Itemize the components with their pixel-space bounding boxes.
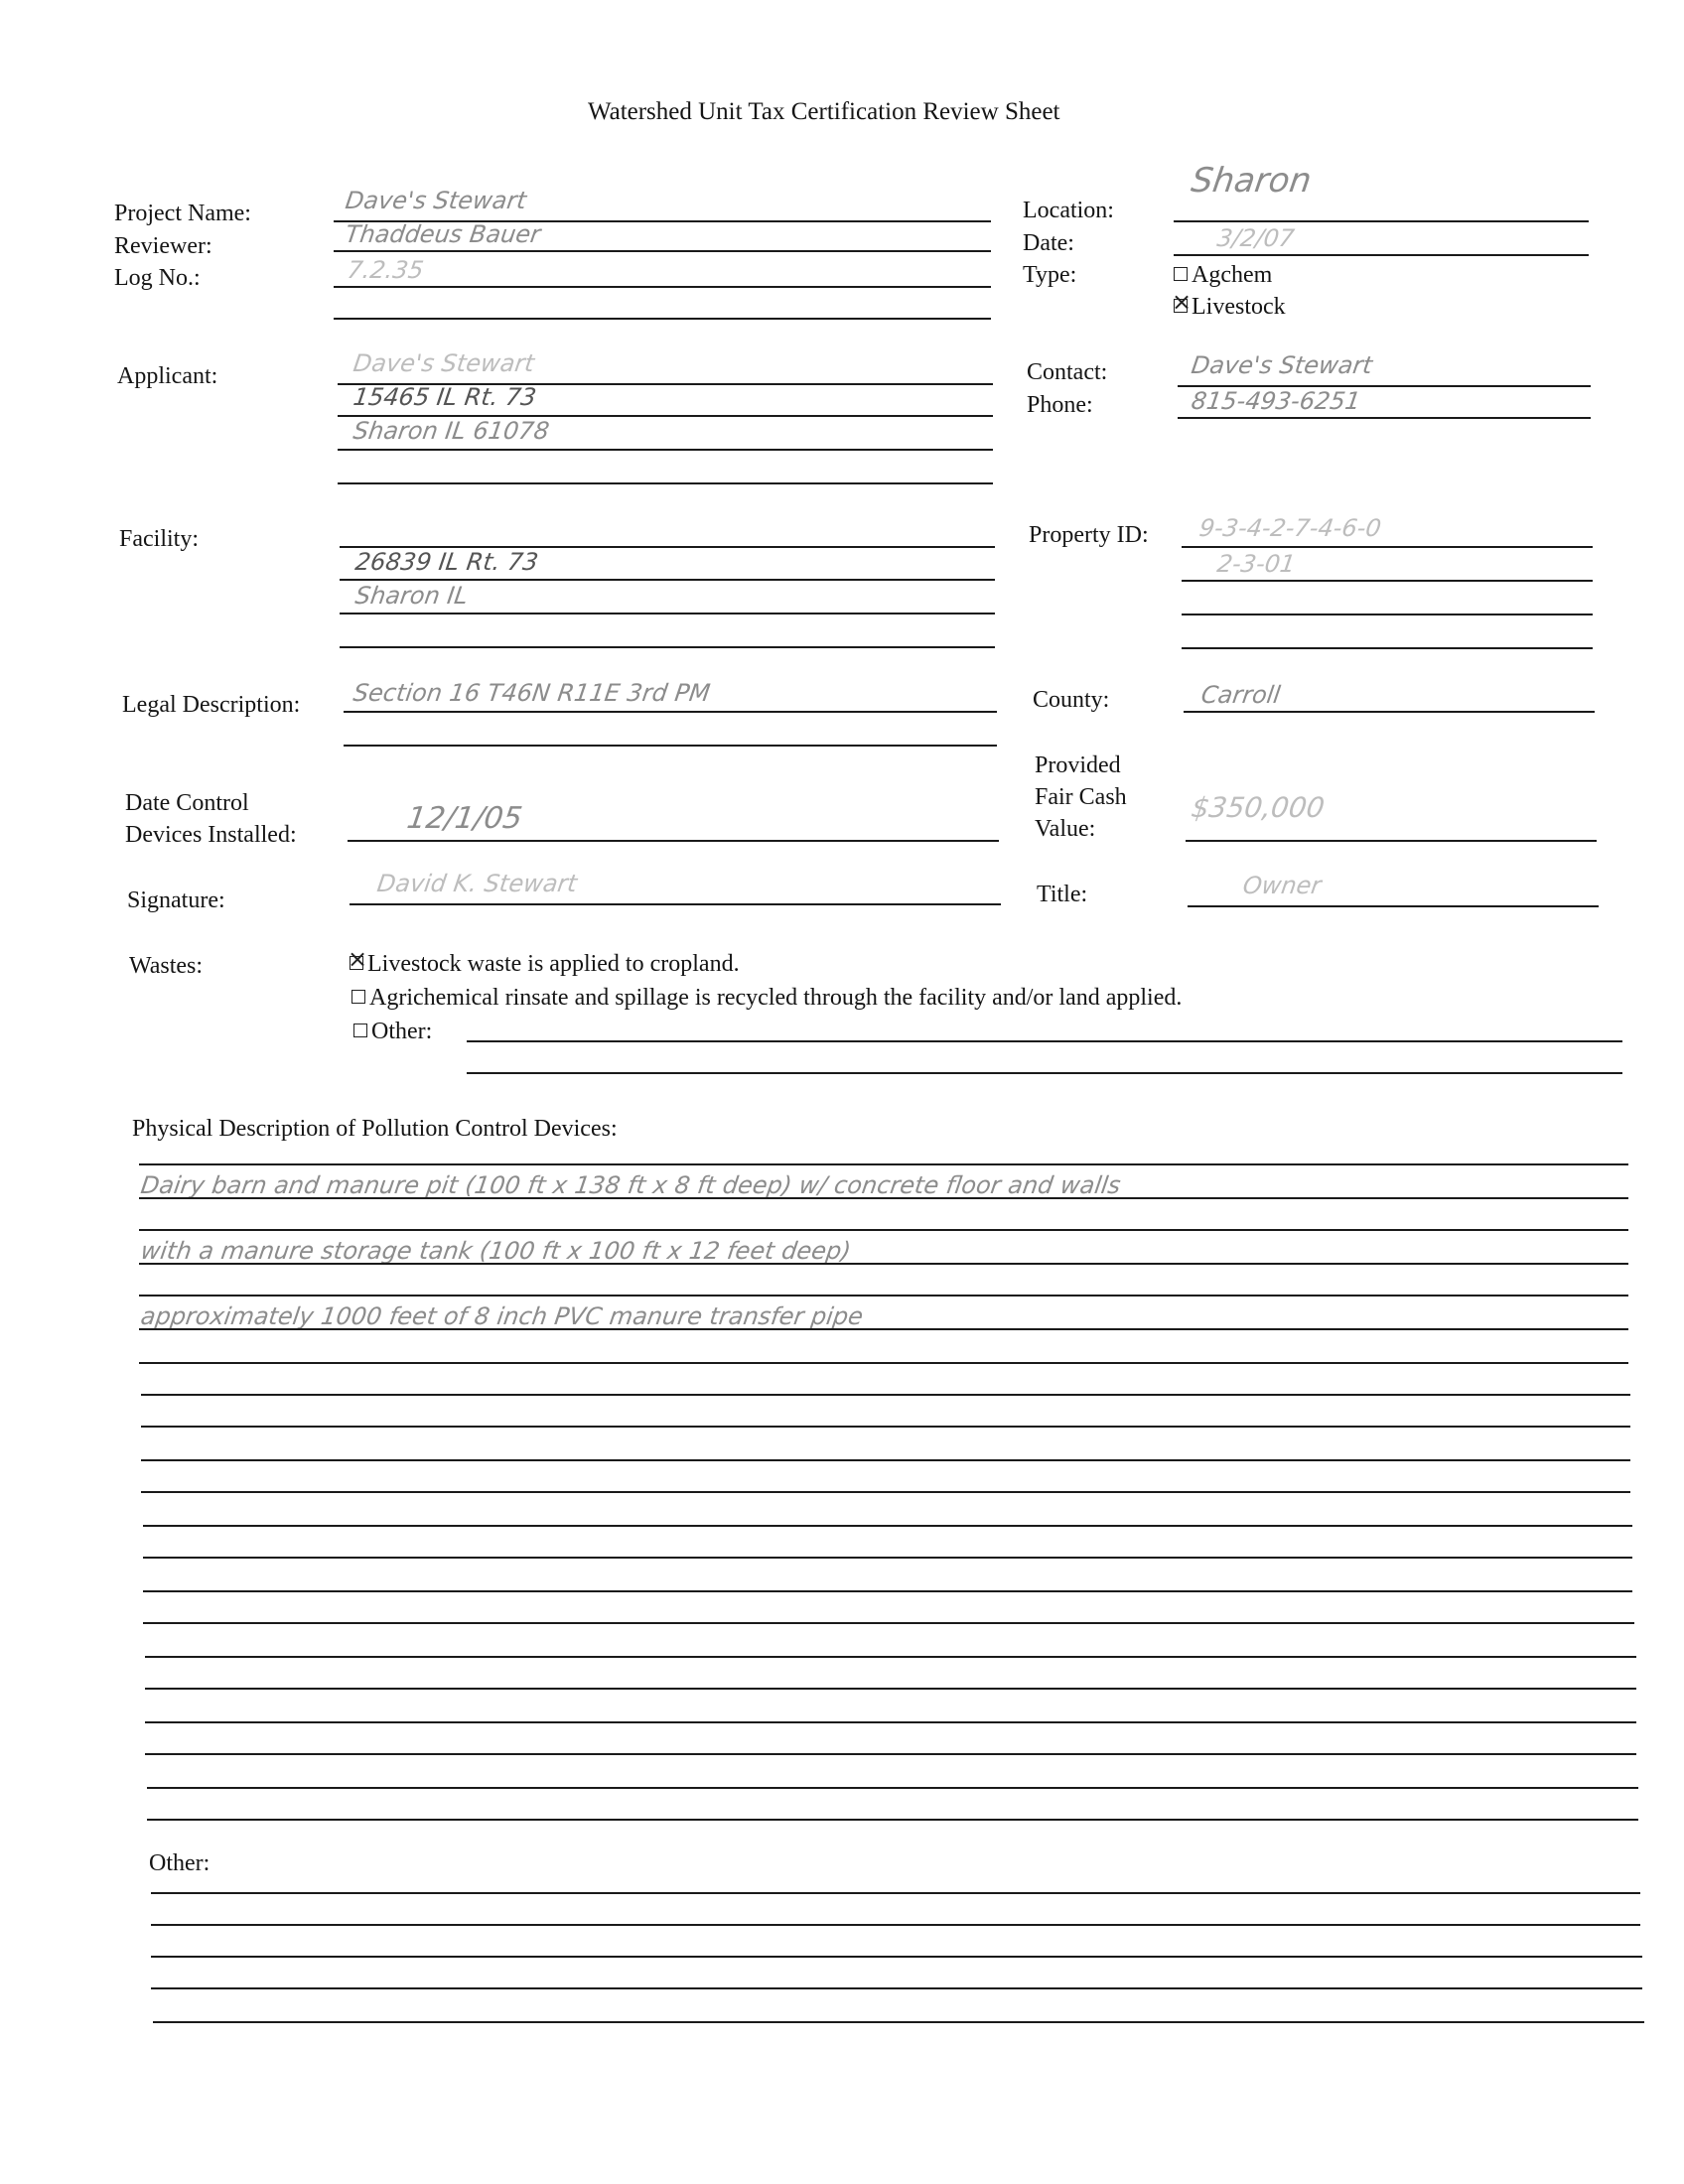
livestock-label: Livestock [1192,294,1286,320]
county-value: Carroll [1199,681,1283,709]
physical-ruled-line [139,1229,1628,1231]
waste-option-livestock[interactable] [350,949,740,979]
livestock-waste-checkbox[interactable] [350,956,363,970]
provided-label: Provided [1035,752,1121,778]
other-ruled-line [153,2021,1644,2023]
agrichemical-label: Agrichemical rinsate and spillage is recycled through the facility and/or land applied. [369,985,1183,1011]
date-installed-value: 12/1/05 [404,801,525,836]
agchem-label: Agchem [1192,262,1273,288]
log-no-extra-line [334,318,991,320]
livestock-waste-label: Livestock waste is applied to cropland. [367,951,740,977]
legal-description-line-1 [344,711,997,713]
facility-address-line-2: Sharon IL [353,582,470,610]
applicant-line-3 [338,449,993,451]
location-label: Location: [1023,198,1114,223]
title-value: Owner [1241,872,1324,899]
title-line [1188,905,1599,907]
waste-other-line-1 [467,1040,1622,1042]
fair-cash-line [1186,840,1597,842]
physical-ruled-line [141,1459,1630,1461]
property-id-line-2 [1182,580,1593,582]
county-label: County: [1033,687,1110,713]
fair-cash-label: Fair Cash [1035,784,1127,810]
type-label: Type: [1023,262,1077,288]
date-installed-line [348,840,999,842]
date-label: Date: [1023,230,1074,256]
title-field-label: Title: [1037,882,1088,907]
property-id-value-1: 9-3-4-2-7-4-6-0 [1197,514,1383,542]
date-value: 3/2/07 [1215,224,1297,252]
signature-value: David K. Stewart [375,870,579,897]
physical-ruled-line [145,1753,1636,1755]
physical-ruled-line [141,1394,1630,1396]
reviewer-label: Reviewer: [114,233,212,259]
county-line [1184,711,1595,713]
reviewer-value: Thaddeus Bauer [344,220,543,248]
legal-description-value: Section 16 T46N R11E 3rd PM [351,679,712,707]
physical-ruled-line [145,1688,1636,1690]
waste-option-other[interactable] [353,1017,432,1046]
physical-ruled-line [143,1590,1632,1592]
livestock-checkbox[interactable] [1174,299,1188,313]
log-no-value: 7.2.35 [346,256,426,284]
physical-description-label: Physical Description of Pollution Control Devices: [132,1116,618,1142]
physical-ruled-line [145,1721,1636,1723]
legal-description-line-2 [344,745,997,747]
applicant-label: Applicant: [117,363,218,389]
physical-description-line-2: with a manure storage tank (100 ft x 100 ft x 12 feet deep) [139,1237,853,1265]
phone-line [1178,417,1591,419]
physical-ruled-line [147,1787,1638,1789]
physical-ruled-line [139,1328,1628,1330]
physical-ruled-line [145,1656,1636,1658]
other-waste-label: Other: [371,1019,433,1044]
physical-ruled-line [139,1163,1628,1165]
facility-label: Facility: [119,526,199,552]
signature-line [350,903,1001,905]
other-ruled-line [151,1987,1642,1989]
value-label: Value: [1035,816,1096,842]
other-ruled-line [151,1956,1642,1958]
phone-label: Phone: [1027,392,1093,418]
other-ruled-line [151,1924,1640,1926]
physical-ruled-line [141,1426,1630,1428]
other-waste-checkbox[interactable] [353,1024,367,1037]
other-section-label: Other: [149,1850,210,1876]
physical-ruled-line [143,1557,1632,1559]
property-id-line-4 [1182,647,1593,649]
property-id-label: Property ID: [1029,522,1149,548]
other-ruled-line [151,1892,1640,1894]
signature-label: Signature: [127,887,225,913]
log-no-label: Log No.: [114,265,201,291]
form-title: Watershed Unit Tax Certification Review Sheet [588,98,1060,125]
physical-ruled-line [147,1819,1638,1821]
reviewer-line [334,250,991,252]
physical-ruled-line [143,1525,1632,1527]
type-option-livestock[interactable] [1174,292,1286,322]
physical-description-line-3: approximately 1000 feet of 8 inch PVC manure transfer pipe [139,1302,865,1330]
applicant-line-4 [338,482,993,484]
agrichemical-checkbox[interactable] [351,990,365,1004]
physical-ruled-line [139,1197,1628,1199]
date-line [1174,254,1589,256]
applicant-address-line-1: 15465 IL Rt. 73 [351,383,538,411]
phone-value: 815-493-6251 [1190,387,1362,415]
contact-value: Dave's Stewart [1190,351,1374,379]
location-value: Sharon [1189,161,1315,201]
project-name-label: Project Name: [114,201,251,226]
date-control-label-2: Devices Installed: [125,822,297,848]
type-option-agchem[interactable] [1174,260,1272,290]
property-id-line-1 [1182,546,1593,548]
physical-ruled-line [139,1295,1628,1297]
legal-description-label: Legal Description: [122,692,301,718]
property-id-line-3 [1182,614,1593,615]
project-name-value: Dave's Stewart [344,187,528,214]
facility-line-2 [340,579,995,581]
location-line [1174,220,1589,222]
date-control-label-1: Date Control [125,790,249,816]
contact-label: Contact: [1027,359,1108,385]
facility-address-line-1: 26839 IL Rt. 73 [353,548,540,576]
physical-ruled-line [139,1362,1628,1364]
waste-other-line-2 [467,1072,1622,1074]
fair-cash-value: $350,000 [1189,791,1327,824]
physical-ruled-line [143,1622,1634,1624]
applicant-address-line-2: Sharon IL 61078 [351,417,551,445]
physical-ruled-line [139,1263,1628,1265]
physical-ruled-line [141,1491,1630,1493]
wastes-label: Wastes: [129,953,204,979]
applicant-name-value: Dave's Stewart [351,349,536,377]
facility-line-4 [340,646,995,648]
log-no-line [334,286,991,288]
physical-description-line-1: Dairy barn and manure pit (100 ft x 138 ft x 8 ft deep) w/ concrete floor and walls [139,1171,1123,1199]
facility-line-3 [340,613,995,614]
agchem-checkbox[interactable] [1174,267,1188,281]
property-id-value-2: 2-3-01 [1215,550,1298,578]
waste-option-agrichemical[interactable] [351,983,1182,1013]
